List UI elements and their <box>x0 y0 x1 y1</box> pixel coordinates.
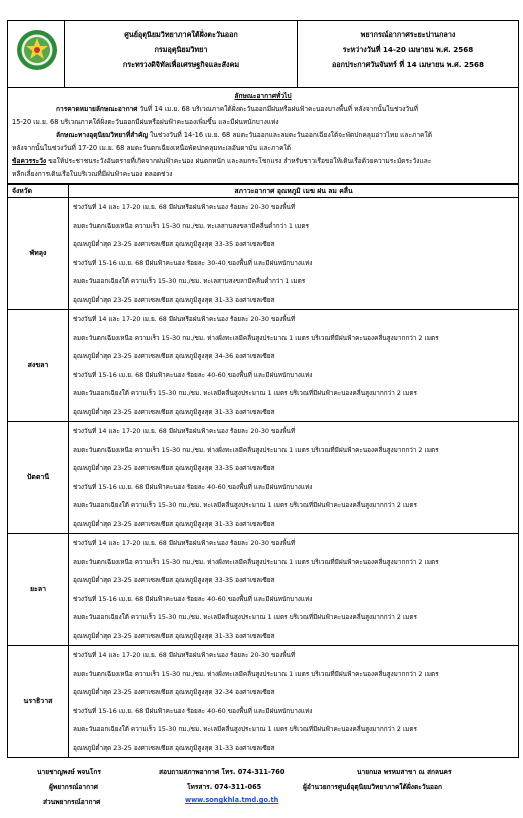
condition-line: อุณหภูมิต่ำสุด 23-25 องศาเซลเซียส อุณหภูมิสูงสุด 33-35 องศาเซลเซียส <box>73 576 275 584</box>
province-row <box>8 310 519 422</box>
province-row <box>8 646 519 758</box>
condition-line: ลมตะวันออกเฉียงใต้ ความเร็ว 15-30 กม./ชม. ทะเลสาบสงขลามีคลื่นต่ำกว่า 1 เมตร <box>73 277 306 285</box>
table-header-row <box>8 185 519 198</box>
condition-line: ลมตะวันตกเฉียงเหนือ ความเร็ว 15-30 กม./ชม. ห่างฝั่งทะเลมีคลื่นสูงประมาณ 1 เมตร บริเวณที่มีฝนฟ้าคะนองคลื่นสูงมากกว่า 2 เมตร <box>73 333 439 342</box>
condition-line: อุณหภูมิต่ำสุด 23-25 องศาเซลเซียส อุณหภูมิสูงสุด 31-33 องศาเซลเซียส <box>73 519 275 528</box>
contact-fax: โทรสาร. 074-311-065 <box>187 783 262 791</box>
synoptic-paragraph <box>12 129 514 142</box>
condition-line: ลมตะวันตกเฉียงเหนือ ความเร็ว 15-30 กม./ชม. ทะเลสาบสงขลามีคลื่นต่ำกว่า 1 เมตร <box>73 221 309 230</box>
contact-phone: สอบถามสภาพอากาศ โทร. 074-311-760 <box>159 768 285 776</box>
province-row <box>8 422 519 534</box>
province-conditions <box>69 534 519 646</box>
col-conditions-header: สภาวะอากาศ อุณหภูมิ เมฆ ฝน ลม คลื่น <box>69 185 519 198</box>
province-row <box>8 534 519 646</box>
org-name: ศูนย์อุตุนิยมวิทยาภาคใต้ฝั่งตะวันออก <box>124 30 238 39</box>
footer <box>7 758 519 818</box>
condition-line: ช่วงวันที่ 14 และ 17-20 เม.ย. 68 มีฝนหรือฝนฟ้าคะนอง ร้อยละ 20-30 ของพื้นที่ <box>73 539 296 547</box>
condition-line: ช่วงวันที่ 15-16 เม.ย. 68 มีฝนฟ้าคะนอง ร้อยละ 30-40 ของพื้นที่ และมีฝนหนักบางแห่ง <box>73 258 313 267</box>
condition-line: อุณหภูมิต่ำสุด 23-25 องศาเซลเซียส อุณหภูมิสูงสุด 33-35 องศาเซลเซียส <box>73 464 275 472</box>
caution-paragraph <box>12 155 514 168</box>
condition-line: ลมตะวันออกเฉียงใต้ ความเร็ว 15-30 กม./ชม. ทะเลมีคลื่นสูงประมาณ 1 เมตร บริเวณที่มีฝนฟ้าคะนองคลื่นสูงมากกว่า 2 เมตร <box>73 501 417 509</box>
synoptic-text-1: ในช่วงวันที่ 14-16 เม.ย. 68 ลมตะวันออกและลมตะวันออกเฉียงใต้จะพัดปกคลุมอ่าวไทย และภาคใต้ <box>147 131 432 139</box>
forecast-division: ส่วนพยากรณ์อากาศ <box>43 798 101 806</box>
forecast-document <box>7 20 519 818</box>
province-conditions <box>69 198 519 310</box>
department-name: กรมอุตุนิยมวิทยา <box>154 45 208 54</box>
province-name: สงขลา <box>8 310 69 422</box>
logo-cell <box>8 21 65 88</box>
province-name: พัทลุง <box>8 198 69 310</box>
synoptic-text-2: หลังจากนั้นในช่วงวันที่ 17-20 เม.ย. 68 ลมตะวันตกเฉียงเหนือพัดปกคลุมทะเลอันดามัน และภาคใต้ <box>12 144 292 152</box>
outlook-text-1: วันที่ 14 เม.ย. 68 บริเวณภาคใต้ฝั่งตะวันออกมีฝนหรือฝนฟ้าคะนองบางพื้นที่ หลังจากนั้นในช่วงวันที่ <box>137 105 418 113</box>
director-title: ผู้อำนวยการศูนย์อุตุนิยมวิทยาภาคใต้ฝั่งตะวันออก <box>303 783 442 791</box>
province-rows <box>8 198 519 758</box>
ministry-name: กระทรวงดิจิทัลเพื่อเศรษฐกิจและสังคม <box>122 60 240 69</box>
condition-line: ช่วงวันที่ 14 และ 17-20 เม.ย. 68 มีฝนหรือฝนฟ้าคะนอง ร้อยละ 20-30 ของพื้นที่ <box>73 315 296 323</box>
condition-line: ช่วงวันที่ 14 และ 17-20 เม.ย. 68 มีฝนหรือฝนฟ้าคะนอง ร้อยละ 20-30 ของพื้นที่ <box>73 651 296 659</box>
condition-line: อุณหภูมิต่ำสุด 23-25 องศาเซลเซียส อุณหภูมิสูงสุด 31-33 องศาเซลเซียส <box>73 631 275 640</box>
condition-line: ช่วงวันที่ 14 และ 17-20 เม.ย. 68 มีฝนหรือฝนฟ้าคะนอง ร้อยละ 20-30 ของพื้นที่ <box>73 203 296 211</box>
condition-line: อุณหภูมิต่ำสุด 23-25 องศาเซลเซียส อุณหภูมิสูงสุด 31-33 องศาเซลเซียส <box>73 295 275 304</box>
col-province-header: จังหวัด <box>8 185 69 198</box>
caution-text-1: ขอให้ประชาชนระวังอันตรายที่เกิดจากฝนฟ้าคะนอง ฝนตกหนัก และลมกระโชกแรง สำหรับชาวเรือขอให้เดินเรือด้วยความระมัดระวังและ <box>46 157 432 165</box>
province-name: ยะลา <box>8 534 69 646</box>
condition-line: ลมตะวันออกเฉียงใต้ ความเร็ว 15-30 กม./ชม. ทะเลมีคลื่นสูงประมาณ 1 เมตร บริเวณที่มีฝนฟ้าคะนองคลื่นสูงมากกว่า 2 เมตร <box>73 613 417 621</box>
condition-line: ลมตะวันออกเฉียงใต้ ความเร็ว 15-30 กม./ชม. ทะเลมีคลื่นสูงประมาณ 1 เมตร บริเวณที่มีฝนฟ้าคะนองคลื่นสูงมากกว่า 2 เมตร <box>73 725 417 733</box>
synoptic-label: ลักษณะทางอุตุนิยมวิทยาที่สำคัญ <box>56 131 148 139</box>
condition-line: อุณหภูมิต่ำสุด 23-25 องศาเซลเซียส อุณหภูมิสูงสุด 31-33 องศาเซลเซียส <box>73 743 275 752</box>
province-name: นราธิวาส <box>8 646 69 758</box>
condition-line: ลมตะวันตกเฉียงเหนือ ความเร็ว 15-30 กม./ชม. ห่างฝั่งทะเลมีคลื่นสูงประมาณ 1 เมตร บริเวณที่มีฝนฟ้าคะนองคลื่นสูงมากกว่า 2 เมตร <box>73 669 439 678</box>
condition-line: ช่วงวันที่ 15-16 เม.ย. 68 มีฝนฟ้าคะนอง ร้อยละ 40-60 ของพื้นที่ และมีฝนหนักบางแห่ง <box>73 706 313 715</box>
condition-line: ช่วงวันที่ 15-16 เม.ย. 68 มีฝนฟ้าคะนอง ร้อยละ 40-60 ของพื้นที่ และมีฝนหนักบางแห่ง <box>73 482 313 491</box>
tmd-seal-icon <box>16 29 58 71</box>
condition-line: ช่วงวันที่ 15-16 เม.ย. 68 มีฝนฟ้าคะนอง ร้อยละ 40-60 ของพื้นที่ และมีฝนหนักบางแห่ง <box>73 594 313 603</box>
outlook-label: การคาดหมายลักษณะอากาศ <box>56 105 138 113</box>
issue-date: ออกประกาศวันจันทร์ ที่ 14 เมษายน พ.ศ. 2568 <box>331 60 484 69</box>
province-conditions <box>69 646 519 758</box>
caution-label: ข้อควรระวัง <box>12 157 47 165</box>
outlook-text-2: 15-20 เม.ย. 68 บริเวณภาคใต้ฝั่งตะวันออกมีฝนหรือฝนฟ้าคะนองเพิ่มขึ้น และมีฝนหนักบางแห่ง <box>12 118 279 126</box>
general-title: ลักษณะอากาศทั่วไป <box>234 92 292 100</box>
org-cell <box>65 21 298 88</box>
general-weather-section <box>7 88 519 184</box>
caution-text-2: หลีกเลี่ยงการเดินเรือในบริเวณที่มีฝนฟ้าคะนอง ตลอดช่วง <box>12 170 173 178</box>
condition-line: อุณหภูมิต่ำสุด 23-25 องศาเซลเซียส อุณหภูมิสูงสุด 34-36 องศาเซลเซียส <box>73 352 275 360</box>
condition-line: ลมตะวันออกเฉียงใต้ ความเร็ว 15-30 กม./ชม. ทะเลมีคลื่นสูงประมาณ 1 เมตร บริเวณที่มีฝนฟ้าคะนองคลื่นสูงมากกว่า 2 เมตร <box>73 389 417 397</box>
condition-line: ช่วงวันที่ 14 และ 17-20 เม.ย. 68 มีฝนหรือฝนฟ้าคะนอง ร้อยละ 20-30 ของพื้นที่ <box>73 427 296 435</box>
forecaster-title: ผู้พยากรณ์อากาศ <box>49 783 98 791</box>
condition-line: อุณหภูมิต่ำสุด 23-25 องศาเซลเซียส อุณหภูมิสูงสุด 33-35 องศาเซลเซียส <box>73 240 275 248</box>
province-conditions <box>69 422 519 534</box>
province-table <box>7 184 519 758</box>
condition-line: อุณหภูมิต่ำสุด 23-25 องศาเซลเซียส อุณหภูมิสูงสุด 32-34 องศาเซลเซียส <box>73 688 275 696</box>
condition-line: ช่วงวันที่ 15-16 เม.ย. 68 มีฝนฟ้าคะนอง ร้อยละ 40-60 ของพื้นที่ และมีฝนหนักบางแห่ง <box>73 370 313 379</box>
province-conditions <box>69 310 519 422</box>
director-name: นายกมล พรหมสาขา ณ สกลนคร <box>357 768 452 776</box>
condition-line: ลมตะวันตกเฉียงเหนือ ความเร็ว 15-30 กม./ชม. ห่างฝั่งทะเลมีคลื่นสูงประมาณ 1 เมตร บริเวณที่มีฝนฟ้าคะนองคลื่นสูงมากกว่า 2 เมตร <box>73 445 439 454</box>
website-link[interactable]: www.songkhla.tmd.go.th <box>185 796 279 804</box>
forecast-period: ระหว่างวันที่ 14-20 เมษายน พ.ศ. 2568 <box>342 45 474 54</box>
header-table <box>7 20 519 88</box>
condition-line: ลมตะวันตกเฉียงเหนือ ความเร็ว 15-30 กม./ชม. ห่างฝั่งทะเลมีคลื่นสูงประมาณ 1 เมตร บริเวณที่มีฝนฟ้าคะนองคลื่นสูงมากกว่า 2 เมตร <box>73 557 439 566</box>
condition-line: อุณหภูมิต่ำสุด 23-25 องศาเซลเซียส อุณหภูมิสูงสุด 31-33 องศาเซลเซียส <box>73 407 275 416</box>
forecaster-name: นายชาญพงษ์ พจนโกร <box>37 768 101 776</box>
forecast-info-cell <box>298 21 519 88</box>
outlook-paragraph <box>12 103 514 116</box>
forecast-type: พยากรณ์อากาศระยะปานกลาง <box>360 30 456 39</box>
province-name: ปัตตานี <box>8 422 69 534</box>
province-row <box>8 198 519 310</box>
